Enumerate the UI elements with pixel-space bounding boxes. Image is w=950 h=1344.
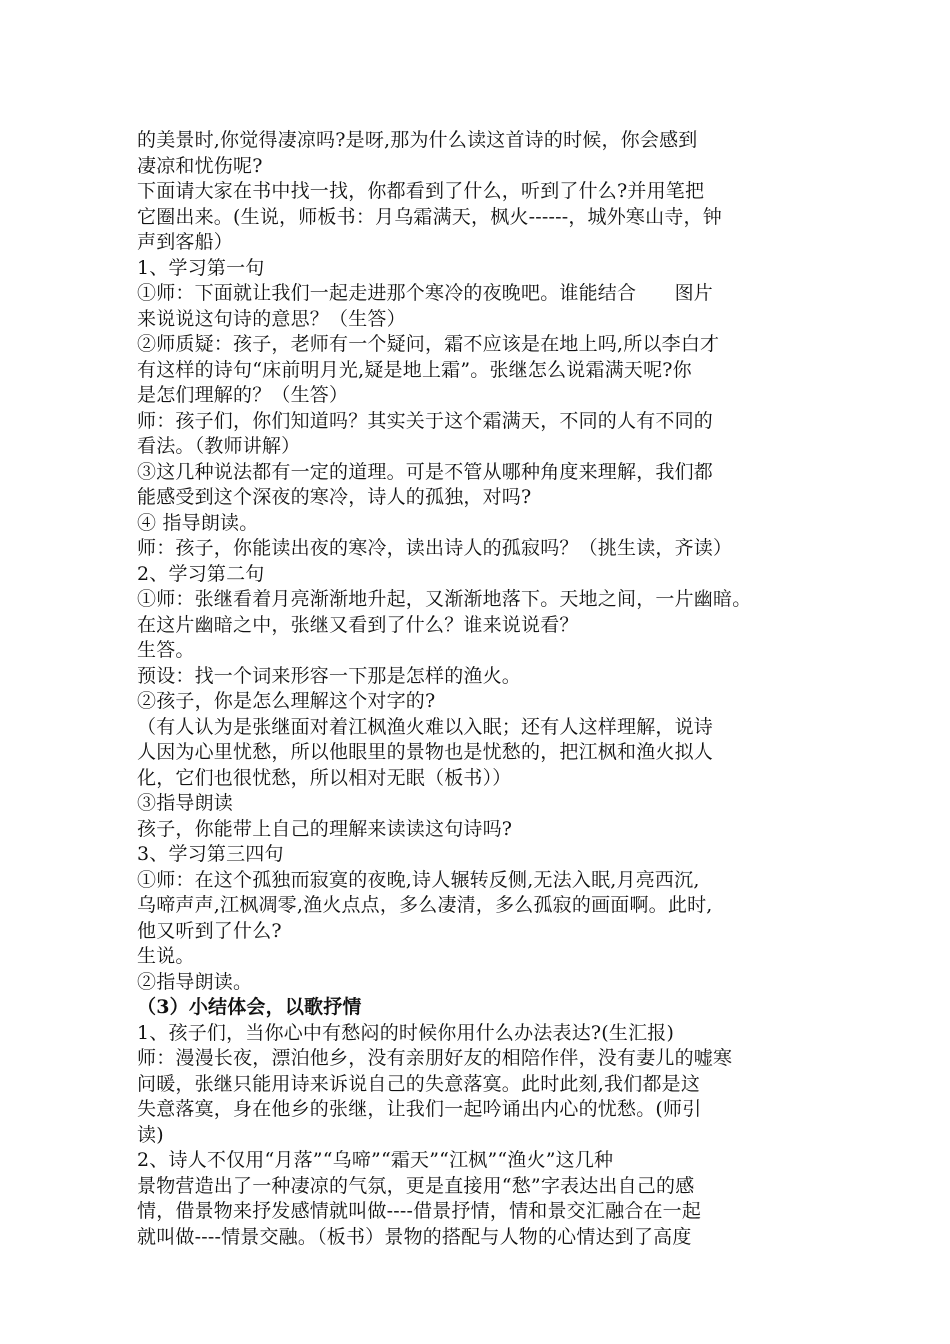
text-line: ③这几种说法都有一定的道理。可是不管从哪种角度来理解，我们都 <box>137 460 714 483</box>
text-line: 情，借景物来抒发感情就叫做----借景抒情，情和景交汇融合在一起 <box>137 1200 702 1222</box>
text-line: 师：孩子们，你们知道吗？其实关于这个霜满天，不同的人有不同的 <box>137 409 714 432</box>
text-line: 能感受到这个深夜的寒冷，诗人的孤独，对吗? <box>137 486 532 508</box>
text-line: ②孩子，你是怎么理解这个对字的? <box>137 690 436 712</box>
text-line: 声到客船） <box>137 231 234 253</box>
text-line: 就叫做----情景交融。（板书）景物的搭配与人物的心情达到了高度 <box>137 1225 692 1248</box>
text-line: ③指导朗读 <box>137 792 234 814</box>
text-line: 来说说这句诗的意思？（生答） <box>137 307 406 330</box>
text-line: 读) <box>137 1123 164 1146</box>
text-line: 3、学习第三四句 <box>137 843 284 865</box>
text-line: 凄凉和忧伤呢? <box>137 154 263 177</box>
text-line: 生答。 <box>137 639 195 661</box>
text-line: 师：孩子，你能读出夜的寒冷，读出诗人的孤寂吗？（挑生读，齐读） <box>137 537 733 559</box>
text-line: ②师质疑：孩子，老师有一个疑问，霜不应该是在地上吗,所以李白才 <box>137 333 720 355</box>
section-heading: （3）小结体会，以歌抒情 <box>137 996 362 1018</box>
text-line: 乌啼声声,江枫凋零,渔火点点，多么凄清，多么孤寂的画面啊。此时, <box>137 894 713 916</box>
text-line: 它圈出来。(生说，师板书：月乌霜满天，枫火------，城外寒山寺，钟 <box>137 205 722 228</box>
text-line: 在这片幽暗之中，张继又看到了什么？谁来说说看？ <box>137 613 579 636</box>
text-line: ①师：在这个孤独而寂寞的夜晚,诗人辗转反侧,无法入眠,月亮西沉, <box>137 868 700 891</box>
text-line: 看法。（教师讲解） <box>137 435 301 457</box>
text-line: 他又听到了什么? <box>137 919 282 942</box>
text-line: 下面请大家在书中找一找，你都看到了什么，听到了什么?并用笔把 <box>137 180 705 202</box>
text-line: 生说。 <box>137 945 195 967</box>
text-line: 化，它们也很忧愁，所以相对无眠（板书）） <box>137 766 512 789</box>
text-line: 1、学习第一句 <box>137 256 265 279</box>
text-line: 2、学习第二句 <box>137 562 265 585</box>
text-line: 1、孩子们，当你心中有愁闷的时候你用什么办法表达?(生汇报) <box>137 1021 675 1044</box>
text-line: ④ 指导朗读。 <box>137 511 259 534</box>
text-line: ①师：张继看着月亮渐渐地升起，又渐渐地落下。天地之间，一片幽暗。 <box>137 588 752 610</box>
text-line: ①师：下面就让我们一起走进那个寒冷的夜晚吧。谁能结合 图片 <box>137 282 714 304</box>
text-line: 孩子，你能带上自己的理解来读读这句诗吗? <box>137 817 513 840</box>
text-line: 失意落寞，身在他乡的张继，让我们一起吟诵出内心的忧愁。(师引 <box>137 1098 702 1120</box>
text-line: 的美景时,你觉得凄凉吗?是呀,那为什么读这首诗的时候，你会感到 <box>137 129 698 151</box>
text-line: 预设：找一个词来形容一下那是怎样的渔火。 <box>137 664 522 687</box>
text-line: 是怎们理解的？（生答） <box>137 384 349 406</box>
text-line: 师：漫漫长夜，漂泊他乡，没有亲朋好友的相陪作伴，没有妻儿的嘘寒 <box>137 1047 733 1069</box>
text-line: 2、诗人不仅用“月落”“乌啼”“霜天”“江枫”“渔火”这几种 <box>137 1149 614 1171</box>
text-line: ②指导朗读。 <box>137 970 253 993</box>
text-line: 问暖，张继只能用诗来诉说自己的失意落寞。此时此刻,我们都是这 <box>137 1072 701 1095</box>
document-page <box>137 128 837 1250</box>
text-line: 人因为心里忧愁，所以他眼里的景物也是忧愁的，把江枫和渔火拟人 <box>137 741 714 763</box>
text-line: （有人认为是张继面对着江枫渔火难以入眠；还有人这样理解，说诗 <box>137 715 714 738</box>
text-line: 有这样的诗句“床前明月光,疑是地上霜”。张继怎么说霜满天呢?你 <box>137 358 692 381</box>
text-line: 景物营造出了一种凄凉的气氛，更是直接用“愁”字表达出自己的感 <box>137 1174 695 1197</box>
